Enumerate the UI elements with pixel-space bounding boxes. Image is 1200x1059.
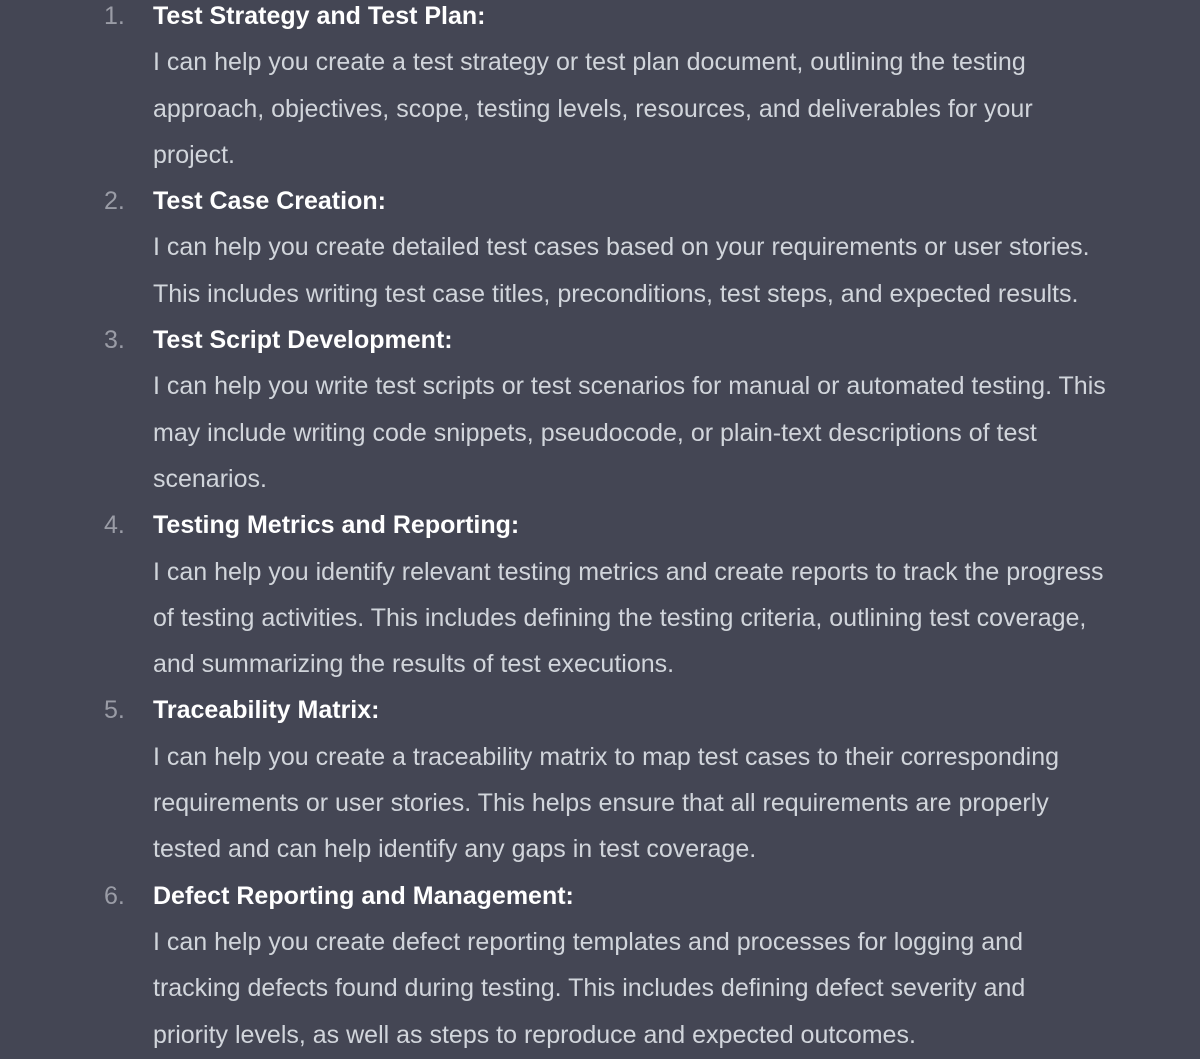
list-item-description [153, 919, 1196, 1058]
list-item-description [153, 734, 1196, 873]
list-item-description [153, 363, 1196, 502]
list-item-title: Defect Reporting and Management: [153, 881, 574, 910]
list-item-number: 2. [104, 187, 125, 216]
list-item-description [153, 549, 1196, 688]
description-line: priority levels, as well as steps to reproduce and expected outcomes. [153, 1020, 916, 1049]
list-item-title: Testing Metrics and Reporting: [153, 511, 520, 540]
description-line: I can help you create a test strategy or test plan document, outlining the testing [153, 48, 1026, 77]
description-line: and summarizing the results of test executions. [153, 650, 675, 679]
list-item-number: 3. [104, 326, 125, 355]
description-line: approach, objectives, scope, testing levels, resources, and deliverables for your [153, 94, 1033, 123]
list-item-number: 5. [104, 696, 125, 725]
description-line: of testing activities. This includes defining the testing criteria, outlining test coverage, [153, 603, 1087, 632]
description-line: may include writing code snippets, pseudocode, or plain-text descriptions of test [153, 418, 1037, 447]
description-line: I can help you create a traceability matrix to map test cases to their corresponding [153, 742, 1060, 771]
description-line: tested and can help identify any gaps in test coverage. [153, 835, 757, 864]
list-item-title: Test Case Creation: [153, 187, 386, 216]
list-item [0, 873, 1200, 1058]
list-item-description [153, 39, 1196, 178]
list-item [0, 502, 1200, 687]
list-item-number: 1. [104, 2, 125, 30]
description-line: I can help you create defect reporting templates and processes for logging and [153, 927, 1023, 956]
list-item-description [153, 224, 1196, 317]
list-item [0, 687, 1200, 872]
list-item [0, 0, 1200, 178]
description-line: requirements or user stories. This helps ensure that all requirements are properly [153, 789, 1049, 818]
list-item [0, 317, 1200, 502]
description-line: I can help you create detailed test cases based on your requirements or user stories. [153, 233, 1090, 262]
list-item [0, 178, 1200, 317]
description-line: tracking defects found during testing. This includes defining defect severity and [153, 974, 1026, 1003]
description-line: I can help you identify relevant testing metrics and create reports to track the progress [153, 557, 1104, 586]
list-item-title: Traceability Matrix: [153, 696, 380, 725]
description-line: This includes writing test case titles, preconditions, test steps, and expected results. [153, 279, 1079, 308]
list-item-number: 6. [104, 881, 125, 910]
list-item-title: Test Strategy and Test Plan: [153, 2, 486, 30]
list-item-number: 4. [104, 511, 125, 540]
description-line: scenarios. [153, 464, 267, 493]
description-line: project. [153, 140, 235, 169]
description-line: I can help you write test scripts or test scenarios for manual or automated testing. This [153, 372, 1106, 401]
list-item-title: Test Script Development: [153, 326, 453, 355]
